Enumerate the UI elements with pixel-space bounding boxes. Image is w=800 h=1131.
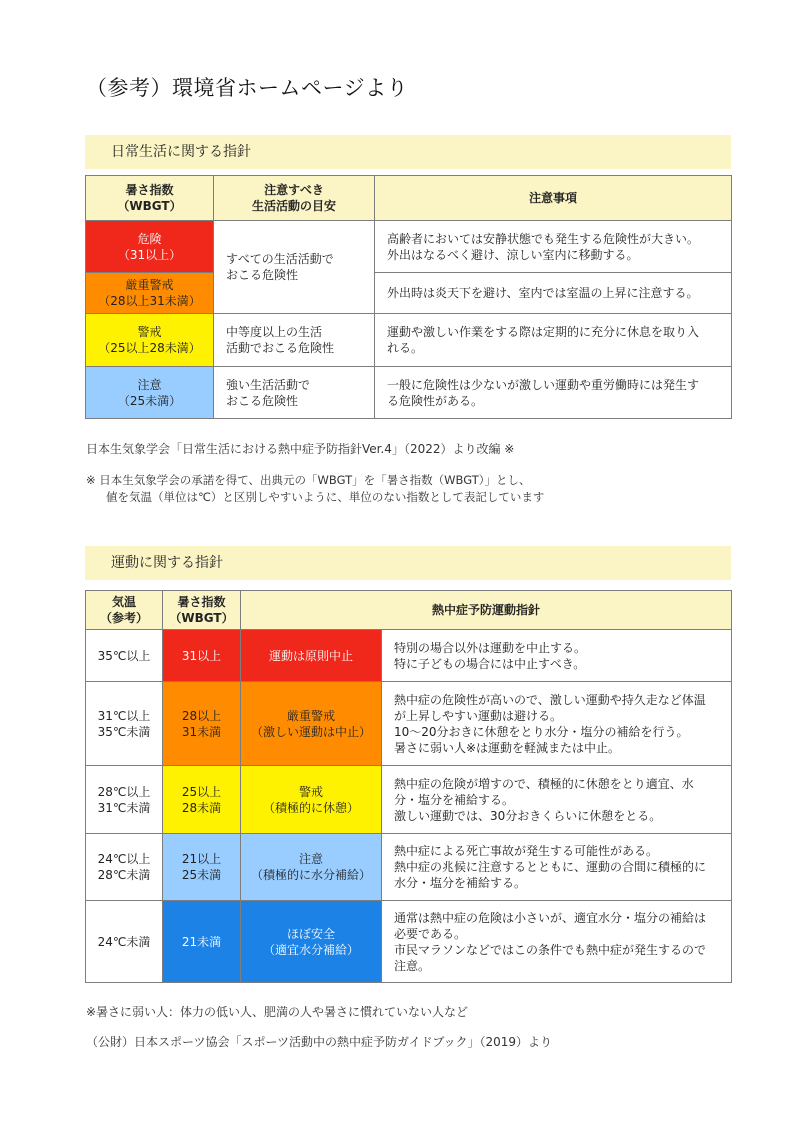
exercise-guideline-2: 厳重警戒 （激しい運動は中止） [241, 682, 382, 766]
exercise-detail-1: 特別の場合以外は運動を中止する。 特に子どもの場合には中止すべき。 [382, 630, 732, 682]
daily-footnote-1: ※ 日本生気象学会の承諾を得て、出典元の「WBGT」を「暑さ指数（WBGT）」とし、 [86, 473, 531, 487]
daily-note-severe: 外出時は炎天下を避け、室内では室温の上昇に注意する。 [375, 273, 732, 314]
exercise-temp-1: 35℃以上 [86, 630, 163, 682]
daily-level-warning: 警戒 （25以上28未満） [86, 314, 214, 367]
exercise-guideline-5: ほぼ安全 （適宜水分補給） [241, 901, 382, 983]
exercise-wbgt-3: 25以上 28未満 [163, 766, 241, 834]
daily-header-activity: 注意すべき 生活活動の目安 [214, 176, 375, 221]
daily-activity-all: すべての生活活動で おこる危険性 [214, 221, 375, 314]
exercise-wbgt-4: 21以上 25未満 [163, 834, 241, 901]
daily-activity-moderate: 中等度以上の生活 活動でおこる危険性 [214, 314, 375, 367]
exercise-temp-3: 28℃以上 31℃未満 [86, 766, 163, 834]
exercise-detail-2: 熱中症の危険性が高いので、激しい運動や持久走など体温 が上昇しやすい運動は避ける。 10～20分おきに休憩をとり水分・塩分の補給を行う。 暑さに弱い人※は運動を軽減または中止。 [382, 682, 732, 766]
exercise-guideline-4: 注意 （積極的に水分補給） [241, 834, 382, 901]
daily-note-danger: 高齢者においては安静状態でも発生する危険性が大きい。 外出はなるべく避け、涼しい室内に移動する。 [375, 221, 732, 273]
exercise-header-wbgt: 暑さ指数 （WBGT） [163, 591, 241, 630]
daily-guideline-table [85, 175, 732, 419]
exercise-guideline-3: 警戒 （積極的に休憩） [241, 766, 382, 834]
exercise-detail-3: 熱中症の危険が増すので、積極的に休憩をとり適宜、水 分・塩分を補給する。 激しい運動では、30分おきくらいに休憩をとる。 [382, 766, 732, 834]
exercise-wbgt-2: 28以上 31未満 [163, 682, 241, 766]
daily-note-caution: 一般に危険性は少ないが激しい運動や重労働時には発生す る危険性がある。 [375, 367, 732, 419]
exercise-section-header: 運動に関する指針 [85, 546, 731, 580]
exercise-header-guideline: 熱中症予防運動指針 [241, 591, 732, 630]
daily-header-wbgt: 暑さ指数 （WBGT） [86, 176, 214, 221]
daily-header-notes: 注意事項 [375, 176, 732, 221]
daily-footnote-2: 値を気温（単位は℃）と区別しやすいように、単位のない指数として表記しています [106, 490, 545, 504]
daily-activity-strong: 強い生活活動で おこる危険性 [214, 367, 375, 419]
exercise-wbgt-1: 31以上 [163, 630, 241, 682]
daily-level-danger: 危険 （31以上） [86, 221, 214, 273]
daily-source: 日本生気象学会「日常生活における熱中症予防指針Ver.4」（2022）より改編 ※ [86, 442, 515, 456]
exercise-header-temp: 気温 （参考） [86, 591, 163, 630]
daily-note-warning: 運動や激しい作業をする際は定期的に充分に休息を取り入 れる。 [375, 314, 732, 367]
daily-level-severe: 厳重警戒 （28以上31未満） [86, 273, 214, 314]
daily-section-header: 日常生活に関する指針 [85, 135, 731, 169]
exercise-temp-5: 24℃未満 [86, 901, 163, 983]
exercise-temp-2: 31℃以上 35℃未満 [86, 682, 163, 766]
exercise-guideline-1: 運動は原則中止 [241, 630, 382, 682]
daily-level-caution: 注意 （25未満） [86, 367, 214, 419]
exercise-wbgt-5: 21未満 [163, 901, 241, 983]
exercise-detail-4: 熱中症による死亡事故が発生する可能性がある。 熱中症の兆候に注意するとともに、運動の合間に積極的に 水分・塩分を補給する。 [382, 834, 732, 901]
exercise-guideline-table [85, 590, 732, 983]
exercise-source: （公財）日本スポーツ協会「スポーツ活動中の熱中症予防ガイドブック」（2019）より [86, 1035, 553, 1049]
exercise-temp-4: 24℃以上 28℃未満 [86, 834, 163, 901]
page-title: （参考）環境省ホームページより [86, 76, 409, 100]
exercise-footnote: ※暑さに弱い人：体力の低い人、肥満の人や暑さに慣れていない人など [86, 1005, 469, 1019]
exercise-detail-5: 通常は熱中症の危険は小さいが、適宜水分・塩分の補給は 必要である。 市民マラソンなどではこの条件でも熱中症が発生するので 注意。 [382, 901, 732, 983]
